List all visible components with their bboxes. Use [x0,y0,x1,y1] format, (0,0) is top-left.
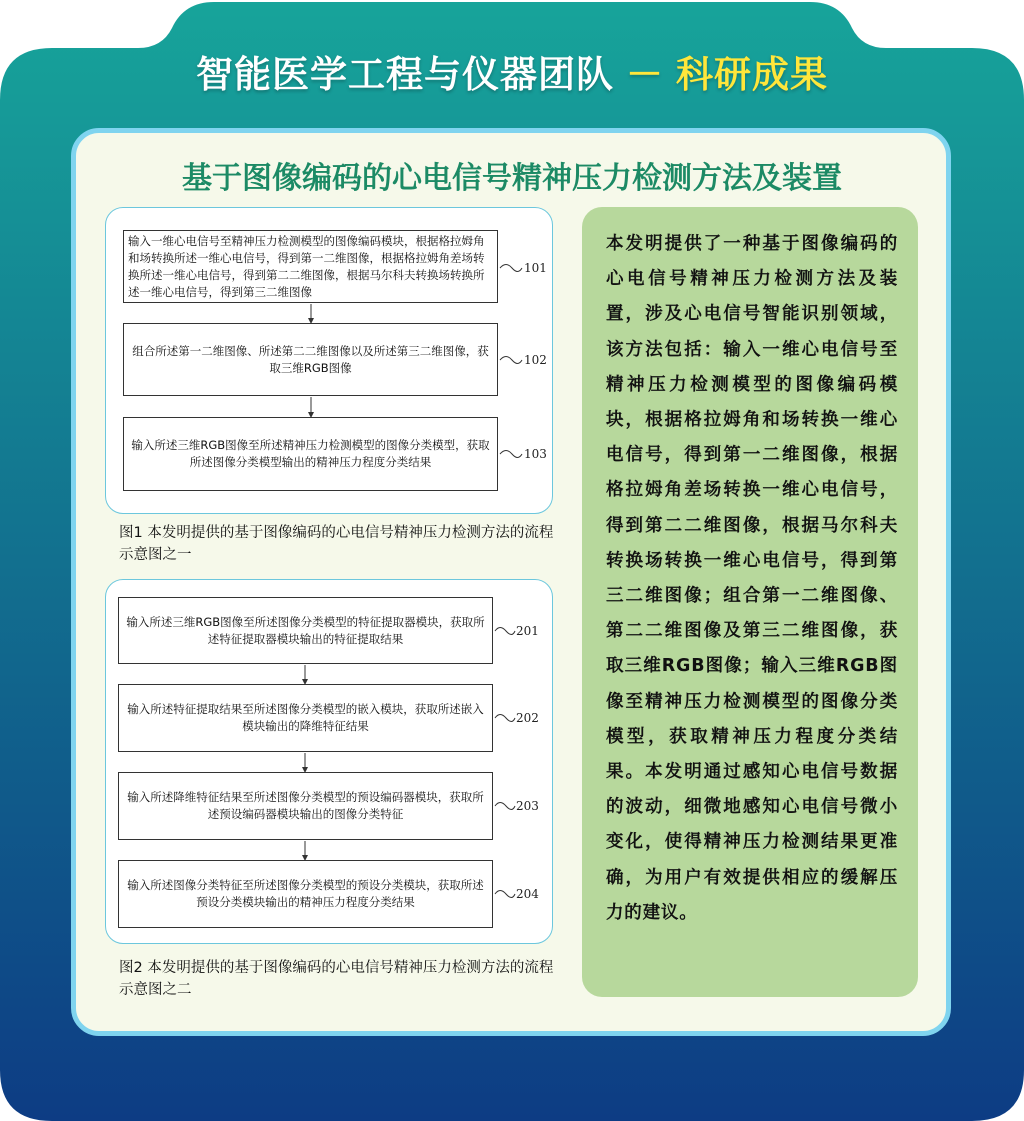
poster-title [0,40,1024,102]
figure1-step-101: 输入一维心电信号至精神压力检测模型的图像编码模块，根据格拉姆角和场转换所述一维心电信号，得到第一二维图像，根据格拉姆角差场转换所述一维心电信号，得到第二二维图像，根据马尔科夫转换场转换所述一维心电信号，得到第三二维图像 [123,230,498,303]
figure1-step-102: 组合所述第一二维图像、所述第二二维图像以及所述第三二维图像，获取三维RGB图像 [123,323,498,396]
figure2-step-label-203: 203 [516,799,539,813]
figure1-step-label-102: 102 [524,353,547,367]
poster-title-highlight: 科研成果 [676,53,828,96]
poster-title-separator: － [626,53,664,96]
figure2-step-201: 输入所述三维RGB图像至所述图像分类模型的特征提取器模块，获取所述特征提取器模块输出的特征提取结果 [118,597,493,664]
figure2-step-label-201: 201 [516,624,539,638]
figure1-caption: 图1 本发明提供的基于图像编码的心电信号精神压力检测方法的流程示意图之一 [119,525,554,563]
summary-text: 本发明提供了一种基于图像编码的心电信号精神压力检测方法及装置，涉及心电信号智能识别领域，该方法包括：输入一维心电信号至精神压力检测模型的图像编码模块，根据格拉姆角和场转换一维心电信号，得到第一二维图像，根据格拉姆角差场转换一维心电信号，得到第二二维图像，根据马尔科夫转换场转换一维心电信号，得到第三二维图像；组合第一二维图像、第二二维图像及第三二维图像，获取三维RGB图像；输入三维RGB图像至精神压力检测模型的图像分类模型，获取精神压力程度分类结果。本发明通过感知心电信号数据的波动，细微地感知心电信号微小变化，使得精神压力检测结果更准确，为用户有效提供相应的缓解压力的建议。 [606,234,898,923]
figure2-step-label-204: 204 [516,887,539,901]
figure2-step-label-202: 202 [516,711,539,725]
figure1-step-label-103: 103 [524,447,547,461]
figure2-caption: 图2 本发明提供的基于图像编码的心电信号精神压力检测方法的流程示意图之二 [119,960,554,998]
summary-panel [582,207,918,997]
figure2-step-202: 输入所述特征提取结果至所述图像分类模型的嵌入模块，获取所述嵌入模块输出的降维特征结果 [118,684,493,752]
figure1-step-103: 输入所述三维RGB图像至所述精神压力检测模型的图像分类模型，获取所述图像分类模型输出的精神压力程度分类结果 [123,417,498,491]
panel-title: 基于图像编码的心电信号精神压力检测方法及装置 [182,161,842,196]
figure2-step-204: 输入所述图像分类特征至所述图像分类模型的预设分类模块，获取所述预设分类模块输出的精神压力程度分类结果 [118,860,493,928]
figure1-step-label-101: 101 [524,261,547,275]
poster-title-main: 智能医学工程与仪器团队 [196,53,614,96]
figure2-step-203: 输入所述降维特征结果至所述图像分类模型的预设编码器模块，获取所述预设编码器模块输出的图像分类特征 [118,772,493,840]
